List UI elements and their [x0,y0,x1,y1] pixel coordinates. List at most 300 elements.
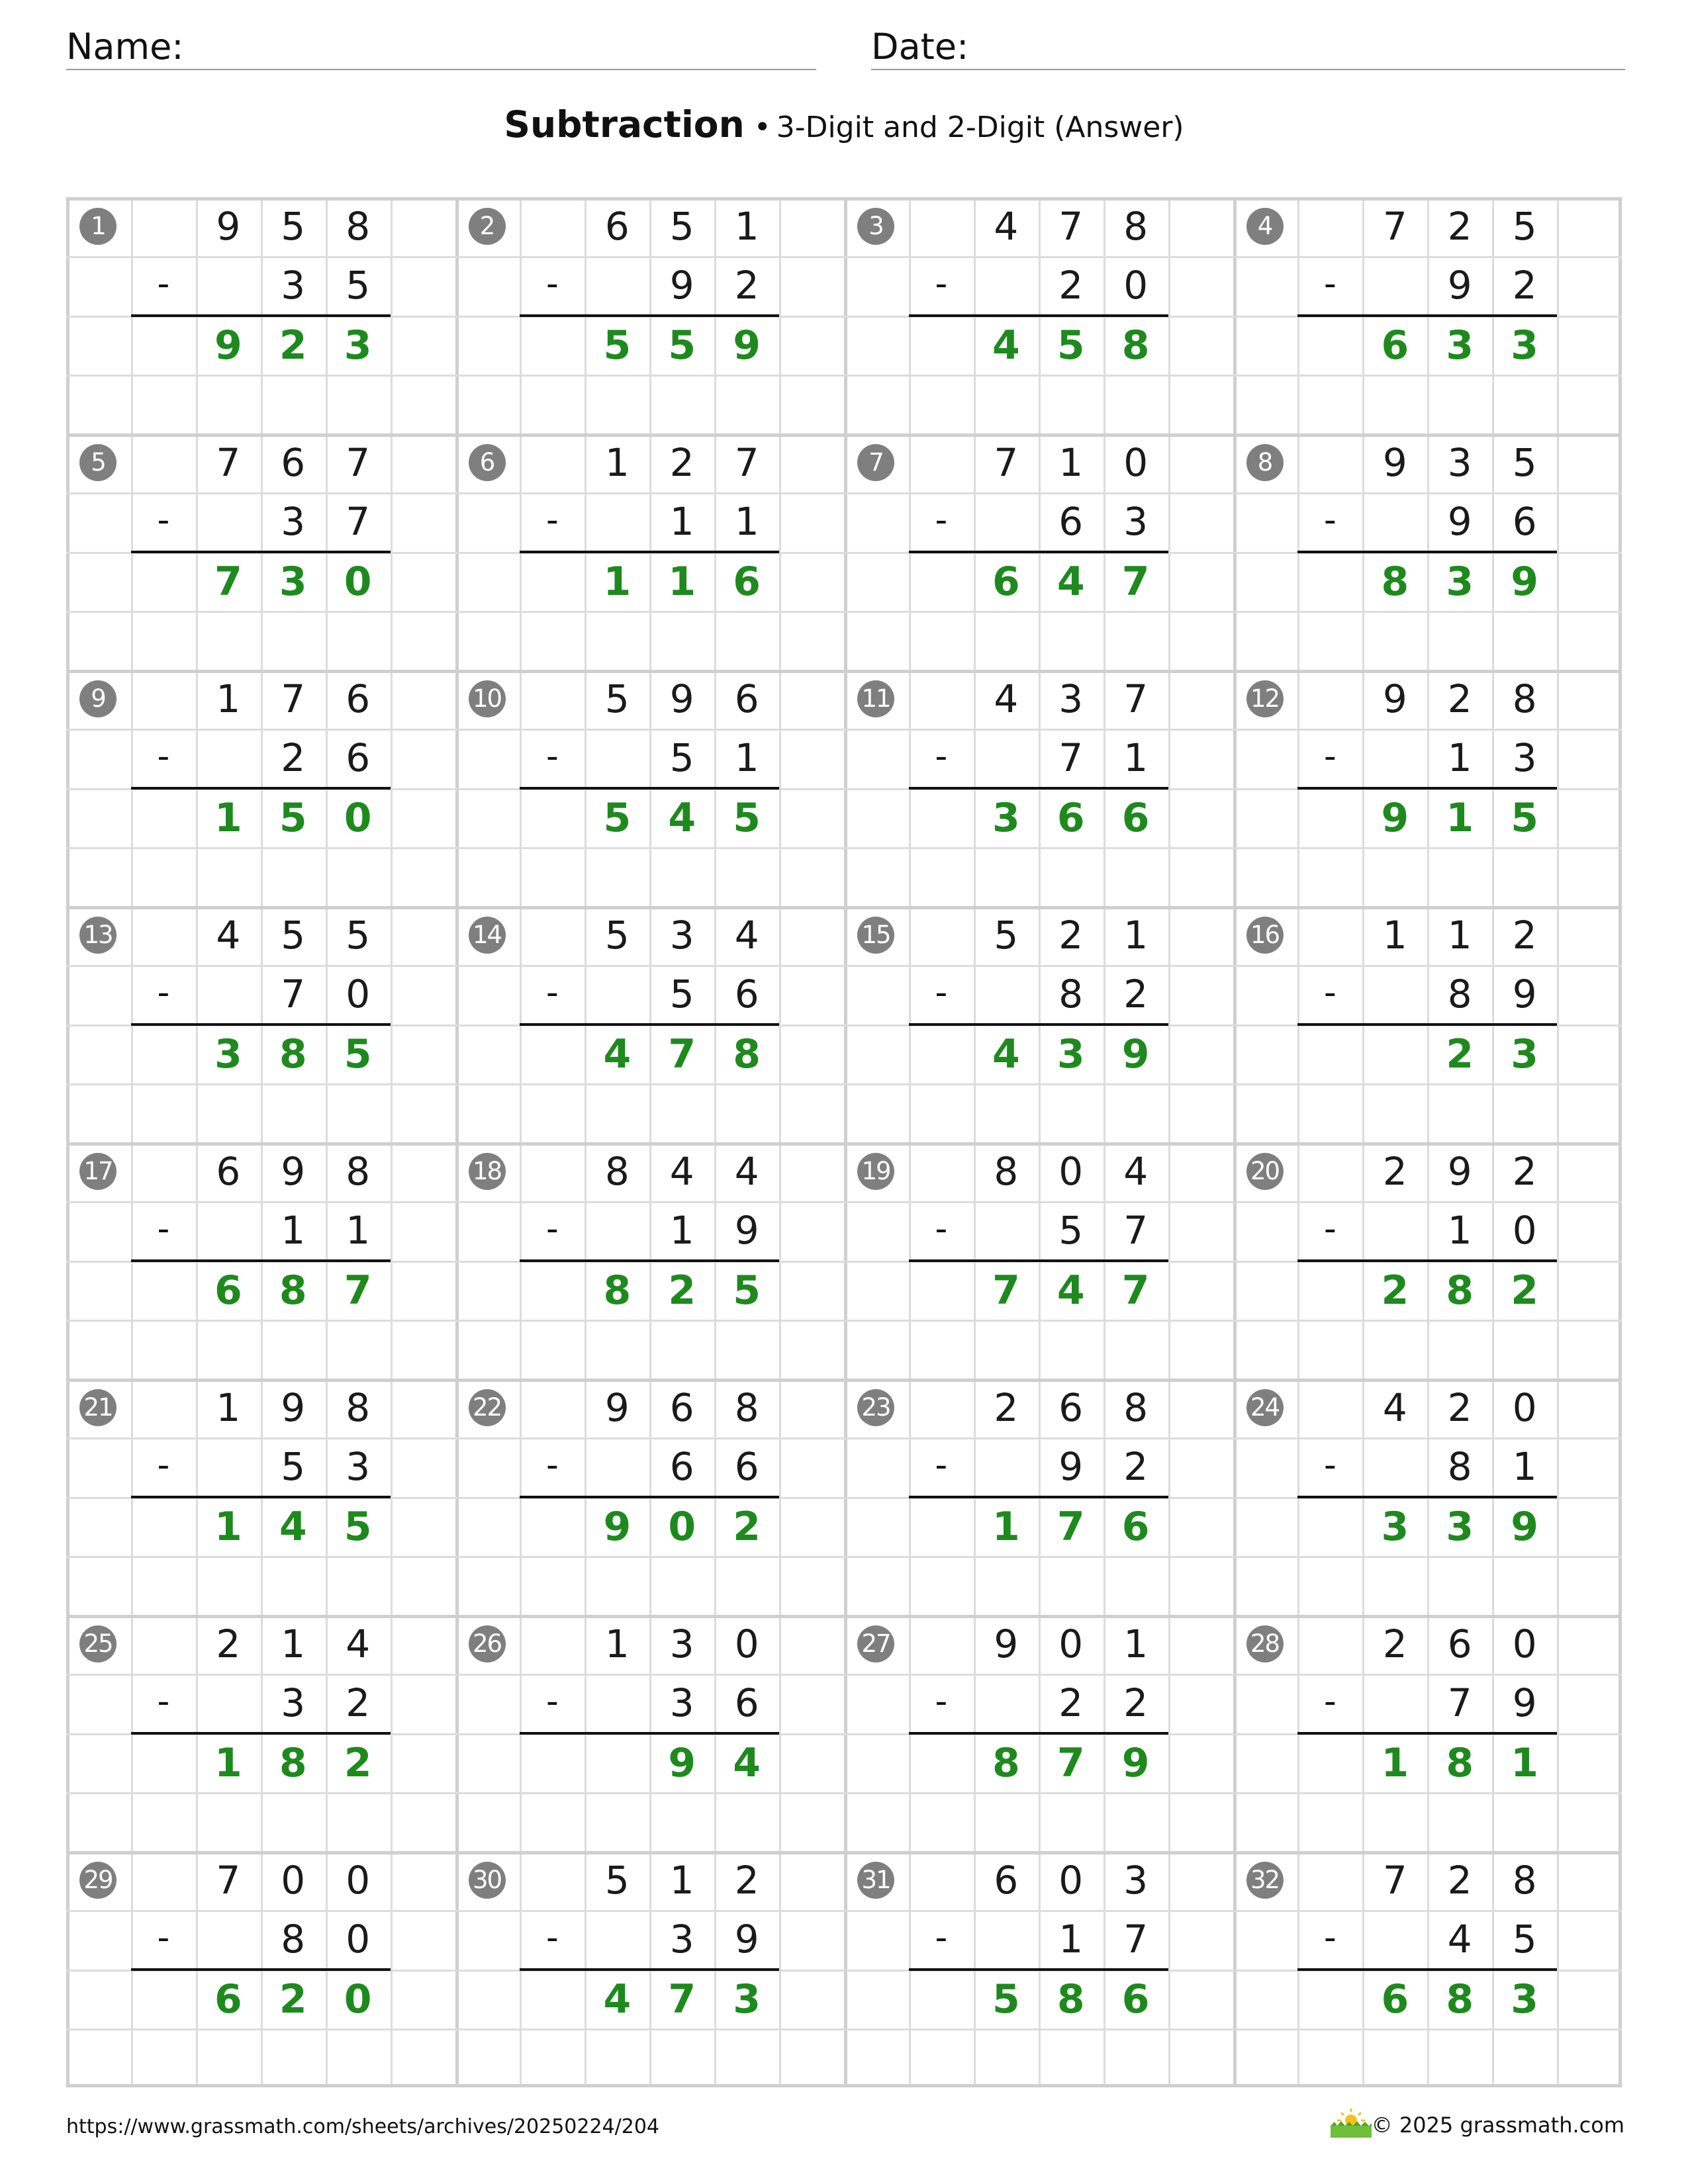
answer-digit: 2 [279,1976,307,2023]
answer-digit: 8 [1446,1739,1474,1786]
minuend-digit: 4 [734,913,759,958]
answer-digit: 4 [603,1030,632,1077]
minuend-digit: 5 [346,913,371,958]
date-field[interactable] [871,26,1625,70]
problem-number-badge: 31 [857,1862,894,1899]
answer-rule [1297,1496,1557,1498]
answer-digit: 4 [992,1030,1020,1077]
minuend-digit: 2 [734,1858,759,1903]
answer-rule [520,787,779,790]
answer-digit: 2 [1511,1267,1539,1314]
minuend-digit: 9 [994,1621,1019,1666]
answer-digit: 7 [1056,1503,1085,1550]
answer-rule [520,314,779,317]
minuend-digit: 4 [1123,1149,1149,1194]
subtrahend-digit: 8 [1447,1444,1472,1490]
title-subtitle: 3-Digit and 2-Digit (Answer) [776,111,1184,144]
subtrahend-digit: 9 [734,1208,759,1253]
answer-digit: 8 [279,1739,307,1786]
minuend-digit: 4 [346,1621,371,1666]
subtrahend-digit: 1 [1447,1208,1472,1253]
subtrahend-digit: 2 [1512,263,1537,308]
answer-rule [909,551,1168,553]
minuend-digit: 8 [734,1385,759,1430]
answer-digit: 7 [1056,1739,1085,1786]
answer-digit: 1 [214,1739,242,1786]
grid-hline [66,433,1622,437]
answer-digit: 5 [733,794,761,841]
answer-digit: 8 [603,1267,632,1314]
minuend-digit: 0 [1058,1858,1084,1903]
minus-sign: - [157,264,170,304]
minuend-digit: 1 [669,1858,694,1903]
answer-digit: 1 [1446,794,1474,841]
subtrahend-digit: 8 [281,1917,306,1962]
minuend-digit: 9 [1447,1149,1472,1194]
problem-number-badge: 3 [857,208,894,245]
subtrahend-digit: 1 [1512,1444,1537,1490]
problem-number-badge: 30 [469,1862,506,1899]
answer-digit: 4 [668,794,696,841]
minus-sign: - [935,973,948,1013]
answer-digit: 2 [344,1739,372,1786]
minuend-digit: 3 [1123,1858,1149,1903]
minuend-digit: 4 [734,1149,759,1194]
answer-rule [131,314,391,317]
grid-hline [66,2084,1622,2087]
answer-digit: 8 [1446,1976,1474,2023]
name-label: Name: [66,26,184,68]
minus-sign: - [935,500,948,541]
minuend-digit: 1 [604,1621,630,1666]
minuend-digit: 7 [1123,676,1149,721]
subtrahend-digit: 9 [1447,499,1472,545]
minuend-digit: 6 [1447,1621,1472,1666]
minuend-digit: 9 [281,1385,306,1430]
answer-digit: 3 [279,558,307,605]
title-main: Subtraction [504,103,745,146]
answer-digit: 7 [668,1976,696,2023]
answer-rule [131,551,391,553]
problem-grid [66,197,1622,2087]
answer-digit: 2 [1446,1030,1474,1077]
minuend-digit: 2 [1447,676,1472,721]
subtrahend-digit: 5 [1512,1917,1537,1962]
answer-digit: 9 [1511,558,1539,605]
answer-digit: 9 [1511,1503,1539,1550]
subtrahend-digit: 4 [1447,1917,1472,1962]
minuend-digit: 8 [1512,1858,1537,1903]
answer-digit: 1 [603,558,632,605]
minuend-digit: 5 [604,1858,630,1903]
answer-digit: 7 [992,1267,1020,1314]
answer-digit: 6 [1121,1503,1150,1550]
subtrahend-digit: 1 [1058,1917,1084,1962]
minuend-digit: 0 [346,1858,371,1903]
answer-rule [1297,1259,1557,1262]
answer-digit: 6 [214,1976,242,2023]
minuend-digit: 3 [669,913,694,958]
answer-digit: 6 [1121,1976,1150,2023]
problem-number-badge: 1 [79,208,117,245]
answer-digit: 3 [1446,322,1474,369]
date-label: Date: [871,26,969,68]
answer-digit: 0 [344,794,372,841]
minuend-digit: 9 [604,1385,630,1430]
minuend-digit: 1 [1123,913,1149,958]
subtrahend-digit: 0 [346,972,371,1017]
answer-rule [1297,551,1557,553]
answer-rule [520,1023,779,1026]
minus-sign: - [1324,1209,1336,1250]
minus-sign: - [157,973,170,1013]
answer-digit: 8 [1381,558,1409,605]
grid-hline [66,1556,1622,1558]
answer-digit: 2 [1381,1267,1409,1314]
subtrahend-digit: 9 [1447,263,1472,308]
problem-number-badge: 28 [1246,1625,1284,1662]
answer-rule [909,1259,1168,1262]
minus-sign: - [157,737,170,777]
subtrahend-digit: 5 [346,263,371,308]
answer-digit: 3 [1056,1030,1085,1077]
problem-number-badge: 14 [469,917,506,954]
minus-sign: - [935,1918,948,1958]
answer-digit: 7 [344,1267,372,1314]
minus-sign: - [935,1445,948,1486]
answer-rule [909,1732,1168,1735]
answer-digit: 8 [279,1030,307,1077]
subtrahend-digit: 5 [1058,1208,1084,1253]
answer-digit: 8 [279,1267,307,1314]
problem-number-badge: 22 [469,1389,506,1426]
subtrahend-digit: 9 [1512,972,1537,1017]
answer-digit: 5 [279,794,307,841]
answer-rule [1297,787,1557,790]
subtrahend-digit: 3 [1512,735,1537,781]
answer-digit: 6 [1381,322,1409,369]
grass-sun-logo-icon [1328,2106,1374,2139]
minus-sign: - [1324,737,1336,777]
subtrahend-digit: 5 [281,1444,306,1490]
answer-digit: 7 [1121,558,1150,605]
minuend-digit: 5 [1512,440,1537,485]
answer-rule [1297,1023,1557,1026]
minus-sign: - [546,500,559,541]
answer-rule [909,1968,1168,1971]
subtrahend-digit: 9 [669,263,694,308]
subtrahend-digit: 1 [281,1208,306,1253]
answer-digit: 6 [1121,794,1150,841]
minus-sign: - [935,264,948,304]
problem-number-badge: 27 [857,1625,894,1662]
minuend-digit: 6 [669,1385,694,1430]
answer-digit: 2 [279,322,307,369]
minuend-digit: 1 [281,1621,306,1666]
answer-rule [131,1496,391,1498]
problem-number-badge: 8 [1246,444,1284,481]
minuend-digit: 8 [346,204,371,249]
footer-copyright: © 2025 grassmath.com [1371,2113,1624,2138]
subtrahend-digit: 5 [669,735,694,781]
subtrahend-digit: 2 [1058,263,1084,308]
minuend-digit: 5 [281,204,306,249]
minus-sign: - [157,1445,170,1486]
footer-url: https://www.grassmath.com/sheets/archives/20250224/204 [66,2115,660,2138]
subtrahend-digit: 0 [1123,263,1149,308]
subtrahend-digit: 6 [734,1680,759,1726]
grid-hline [66,492,1622,494]
subtrahend-digit: 3 [669,1917,694,1962]
answer-rule [1297,1968,1557,1971]
answer-digit: 7 [1121,1267,1150,1314]
minuend-digit: 1 [1058,440,1084,485]
subtrahend-digit: 6 [669,1444,694,1490]
problem-number-badge: 17 [79,1153,117,1190]
minus-sign: - [1324,1918,1336,1958]
minuend-digit: 0 [734,1621,759,1666]
answer-rule [909,314,1168,317]
minuend-digit: 2 [994,1385,1019,1430]
grid-hline [66,1674,1622,1676]
minuend-digit: 2 [1447,1858,1472,1903]
subtrahend-digit: 7 [1058,735,1084,781]
minuend-digit: 8 [1512,676,1537,721]
answer-rule [909,1496,1168,1498]
minuend-digit: 7 [1058,204,1084,249]
subtrahend-digit: 2 [346,1680,371,1726]
minuend-digit: 3 [1447,440,1472,485]
name-field[interactable] [66,26,816,70]
minuend-digit: 0 [281,1858,306,1903]
minuend-digit: 7 [346,440,371,485]
grid-hline [66,1910,1622,1912]
minuend-digit: 5 [604,913,630,958]
answer-digit: 3 [1381,1503,1409,1550]
grid-hline [66,906,1622,909]
subtrahend-digit: 9 [1058,1444,1084,1490]
problem-number-badge: 21 [79,1389,117,1426]
problem-number-badge: 24 [1246,1389,1284,1426]
problem-number-badge: 5 [79,444,117,481]
minus-sign: - [546,1918,559,1958]
subtrahend-digit: 5 [669,972,694,1017]
answer-rule [520,1259,779,1262]
minuend-digit: 0 [1512,1621,1537,1666]
grid-hline [66,670,1622,673]
grid-hline [66,256,1622,258]
answer-digit: 5 [603,322,632,369]
subtrahend-digit: 2 [1058,1680,1084,1726]
answer-digit: 6 [214,1267,242,1314]
minuend-digit: 4 [994,204,1019,249]
minuend-digit: 1 [216,1385,241,1430]
subtrahend-digit: 3 [281,499,306,545]
answer-digit: 5 [1056,322,1085,369]
grid-hline [66,729,1622,731]
minuend-digit: 4 [216,913,241,958]
subtrahend-digit: 2 [281,735,306,781]
minuend-digit: 8 [346,1149,371,1194]
answer-digit: 2 [733,1503,761,1550]
answer-digit: 4 [603,1976,632,2023]
grid-hline [66,197,1622,201]
minuend-digit: 8 [604,1149,630,1194]
subtrahend-digit: 0 [1512,1208,1537,1253]
subtrahend-digit: 6 [734,1444,759,1490]
problem-number-badge: 13 [79,917,117,954]
answer-digit: 1 [214,1503,242,1550]
answer-rule [520,1968,779,1971]
minuend-digit: 8 [346,1385,371,1430]
answer-digit: 1 [668,558,696,605]
subtrahend-digit: 2 [1123,1680,1149,1726]
title-bullet: • [753,111,771,144]
subtrahend-digit: 1 [1123,735,1149,781]
minuend-digit: 1 [1382,913,1407,958]
subtrahend-digit: 1 [346,1208,371,1253]
problem-number-badge: 9 [79,680,117,717]
answer-digit: 5 [1511,794,1539,841]
problem-number-badge: 26 [469,1625,506,1662]
minus-sign: - [935,737,948,777]
minuend-digit: 6 [281,440,306,485]
answer-digit: 0 [344,558,372,605]
problem-number-badge: 4 [1246,208,1284,245]
answer-digit: 9 [668,1739,696,1786]
minus-sign: - [1324,264,1336,304]
minuend-digit: 8 [1123,204,1149,249]
answer-digit: 5 [668,322,696,369]
answer-digit: 3 [1446,1503,1474,1550]
minus-sign: - [546,1445,559,1486]
minuend-digit: 2 [669,440,694,485]
grid-hline [66,1083,1622,1085]
answer-digit: 3 [733,1976,761,2023]
minus-sign: - [157,1918,170,1958]
answer-rule [131,1259,391,1262]
minuend-digit: 0 [1058,1621,1084,1666]
minuend-digit: 2 [1512,1149,1537,1194]
minuend-digit: 9 [281,1149,306,1194]
answer-digit: 7 [214,558,242,605]
answer-rule [520,1496,779,1498]
minuend-digit: 5 [604,676,630,721]
minuend-digit: 9 [669,676,694,721]
answer-digit: 7 [668,1030,696,1077]
answer-digit: 3 [214,1030,242,1077]
problem-number-badge: 6 [469,444,506,481]
subtrahend-digit: 6 [1058,499,1084,545]
grid-hline [66,1615,1622,1618]
problem-number-badge: 16 [1246,917,1284,954]
minuend-digit: 2 [1382,1621,1407,1666]
minuend-digit: 2 [1512,913,1537,958]
answer-digit: 6 [733,558,761,605]
answer-digit: 5 [344,1030,372,1077]
grid-hline [66,2028,1622,2030]
minuend-digit: 7 [734,440,759,485]
minuend-digit: 6 [604,204,630,249]
problem-number-badge: 2 [469,208,506,245]
problem-number-badge: 29 [79,1862,117,1899]
minus-sign: - [935,1682,948,1722]
answer-digit: 4 [992,322,1020,369]
answer-digit: 4 [1056,1267,1085,1314]
answer-digit: 3 [344,322,372,369]
minus-sign: - [157,1682,170,1722]
problem-number-badge: 7 [857,444,894,481]
answer-rule [1297,314,1557,317]
subtrahend-digit: 6 [1512,499,1537,545]
subtrahend-digit: 3 [1123,499,1149,545]
answer-digit: 4 [279,1503,307,1550]
minuend-digit: 1 [1123,1621,1149,1666]
answer-digit: 5 [733,1267,761,1314]
answer-rule [131,1968,391,1971]
minuend-digit: 6 [346,676,371,721]
minuend-digit: 7 [216,440,241,485]
grid-hline [66,375,1622,377]
minus-sign: - [546,1682,559,1722]
minus-sign: - [1324,1445,1336,1486]
answer-digit: 9 [214,322,242,369]
minuend-digit: 6 [216,1149,241,1194]
answer-digit: 9 [1121,1030,1150,1077]
answer-digit: 9 [603,1503,632,1550]
minuend-digit: 5 [1512,204,1537,249]
answer-rule [131,787,391,790]
minuend-digit: 0 [1123,440,1149,485]
problem-number-badge: 18 [469,1153,506,1190]
grid-hline [66,1201,1622,1203]
answer-rule [909,787,1168,790]
subtrahend-digit: 2 [1123,1444,1149,1490]
answer-digit: 6 [1056,794,1085,841]
minuend-digit: 2 [216,1621,241,1666]
minuend-digit: 3 [669,1621,694,1666]
answer-digit: 1 [992,1503,1020,1550]
minuend-digit: 7 [1382,1858,1407,1903]
minus-sign: - [157,1209,170,1250]
minuend-digit: 2 [1447,204,1472,249]
subtrahend-digit: 6 [734,972,759,1017]
answer-digit: 8 [1121,322,1150,369]
minuend-digit: 2 [1447,1385,1472,1430]
subtrahend-digit: 3 [281,1680,306,1726]
problem-number-badge: 32 [1246,1862,1284,1899]
minus-sign: - [546,1209,559,1250]
subtrahend-digit: 2 [1123,972,1149,1017]
subtrahend-digit: 8 [1058,972,1084,1017]
subtrahend-digit: 9 [734,1917,759,1962]
answer-digit: 3 [992,794,1020,841]
subtrahend-digit: 3 [669,1680,694,1726]
minuend-digit: 7 [1382,204,1407,249]
subtrahend-digit: 1 [669,499,694,545]
subtrahend-digit: 1 [734,499,759,545]
answer-digit: 0 [668,1503,696,1550]
minuend-digit: 6 [734,676,759,721]
answer-rule [909,1023,1168,1026]
grid-hline [66,847,1622,849]
minuend-digit: 1 [604,440,630,485]
subtrahend-digit: 7 [346,499,371,545]
answer-digit: 3 [1511,1030,1539,1077]
answer-digit: 3 [1511,322,1539,369]
answer-digit: 6 [992,558,1020,605]
minuend-digit: 0 [1512,1385,1537,1430]
